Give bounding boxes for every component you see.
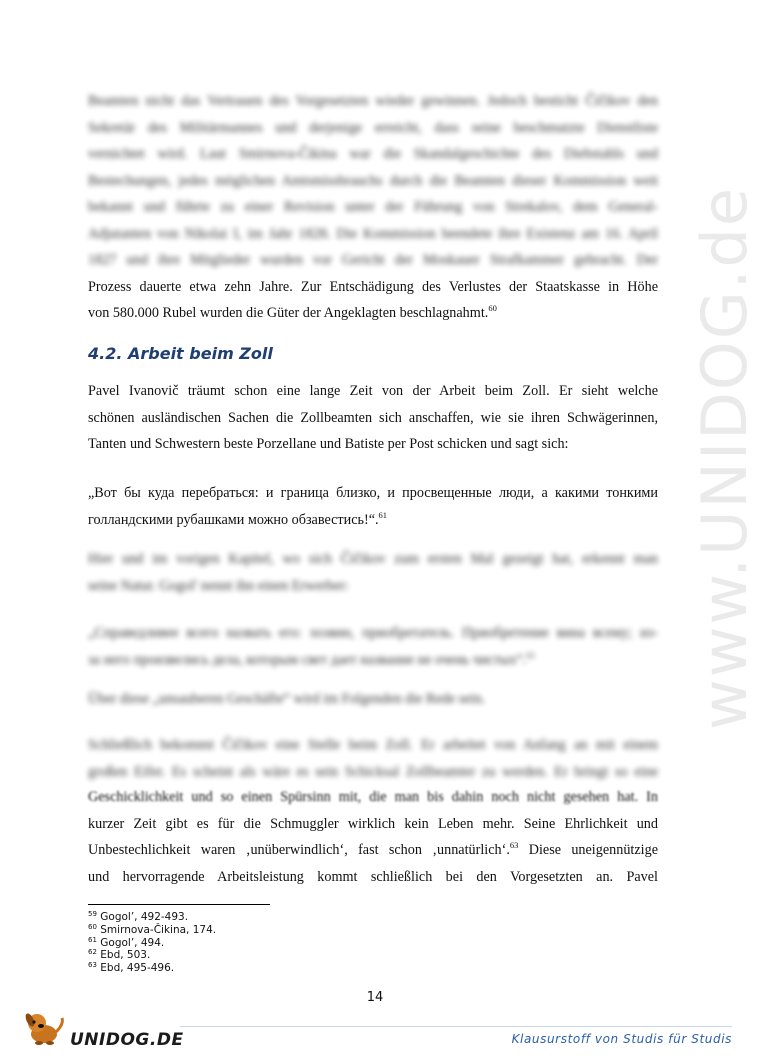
footnote-number: 63 (88, 961, 97, 970)
blurred-quote (88, 620, 658, 673)
blurred-text-line: за него произвелись дела, которым свет дает название не очень чистых“.$^{62}$ (88, 649, 535, 668)
footnote-text: Gogol’, 494. (100, 936, 165, 949)
text-line: Prozess dauerte etwa zehn Jahre. Zur Entschädigung des Verlustes der Staatskasse in Höhe (88, 278, 658, 295)
footnote-ref[interactable]: 63 (509, 840, 519, 850)
footnote-item (88, 962, 216, 975)
footnote-ref[interactable]: 60 (488, 303, 497, 313)
paragraph-zoll (88, 378, 658, 458)
blurred-paragraph (88, 686, 658, 713)
text-line: und hervorragende Arbeitsleistung kommt schließlich bei den Vorgesetzten an. Pavel (88, 868, 658, 885)
blurred-text-line: Bestechungen, jedes möglichen Amtsmissbrauchs durch die Beamten dieser Kommission weit (88, 172, 658, 189)
text-line: Tanten und Schwestern beste Porzellane und Batiste per Post schicken und sagt sich: (88, 436, 569, 452)
blurred-text-line: Hier und im vorigen Kapitel, wo sich Čičikov zum ersten Mal gezeigt hat, erkennt man (88, 551, 658, 567)
blurred-text-line: Adjutanten von Nikolai I, im Jahr 1828. Die Kommission beendete ihre Existenz am 16. April (88, 225, 658, 242)
footnote-number: 62 (88, 948, 97, 957)
footnote-number: 60 (88, 922, 97, 931)
text-line: schönen ausländischen Sachen die Zollbeamten sich anschaffen, wie sie ihren Schwägerinnen, (88, 409, 658, 426)
blurred-text-line: seine Natur. Gogol' nennt ihn einen Erwerber: (88, 577, 349, 594)
logo-text: UNIDOG.DE (70, 1030, 184, 1050)
footnote-item (88, 911, 216, 924)
footer-divider (180, 1026, 732, 1027)
footnote-item (88, 937, 216, 950)
page-number: 14 (366, 990, 384, 1005)
watermark: www.UNIDOG.de (688, 186, 761, 730)
blurred-text-line: vernichtet wird. Laut Smirnova-Čikina war die Skandalgeschichte des Diebstahls und (88, 146, 658, 162)
blurred-paragraph (88, 546, 658, 599)
blurred-text-line: Beamten nicht das Vertrauen des Vorgesetzten wieder gewinnen. Jedoch besticht Čičikov den (88, 93, 658, 109)
quote-russian (88, 480, 658, 533)
footnote-text: Smirnova-Čikina, 174. (100, 923, 217, 936)
footnote-divider (88, 904, 270, 905)
text-line: голландскими рубашками можно обзавестись!“.$^{61}$ (88, 509, 388, 528)
blurred-text-line: bekannt und führte zu einer Revision unter der Führung von Strekalov, dem General- (88, 199, 658, 215)
footnote-ref[interactable]: 61 (378, 509, 388, 520)
partially-blurred-line: Geschicklichkeit und so einen Spürsinn mit, die man bis dahin noch nicht gesehen hat. In (88, 789, 658, 805)
blurred-text-line: Schließlich bekommt Čičikov eine Stelle beim Zoll. Er arbeitet von Anfang an mit einem (88, 737, 658, 753)
blurred-text-line: großen Eifer. Es scheint als wäre es sein Schicksal Zollbeamter zu werden. Er bringt so eine (88, 763, 658, 780)
blurred-text-line: 1827 und ihre Mitglieder wurden vor Gericht der Moskauer Strafkammer gebracht. Der (88, 252, 658, 268)
text-line: Unbestechlichkeit waren ‚unüberwindlich‘, fast schon ‚unnatürlich‘.$^{63}$ Diese uneigennützige (88, 840, 658, 858)
text-line: „Вот бы куда перебраться: и граница близко, и просвещенные люди, а какими тонкими (88, 485, 658, 501)
text-line: Pavel Ivanovič träumt schon eine lange Zeit von der Arbeit beim Zoll. Er sieht welche (88, 383, 658, 399)
blurred-text-line: Über diese „unsauberen Geschäfte“ wird im Folgenden die Rede sein. (88, 691, 486, 707)
footnote-ref: 62 (526, 649, 535, 660)
footer-slogan: Klausurstoff von Studis für Studis (511, 1032, 732, 1046)
blurred-paragraph (88, 732, 658, 785)
dog-icon (18, 1010, 70, 1046)
footnote-item (88, 924, 216, 937)
paragraph-bottom (88, 784, 658, 890)
footnote-text: Ebd, 495-496. (100, 962, 175, 975)
text-line: von 580.000 Rubel wurden die Güter der Angeklagten beschlagnahmt.$^{60}$ (88, 303, 497, 321)
paragraph-top (88, 88, 658, 327)
section-heading: 4.2. Arbeit beim Zoll (88, 344, 273, 363)
blurred-text-line: „Справедливее всего назвать его: хозяин, приобретатель. Приобретение вина всему; из- (88, 625, 658, 641)
footnote-number: 61 (88, 935, 97, 944)
footnote-item (88, 949, 216, 962)
footnote-number: 59 (88, 910, 97, 918)
footnote-text: Gogol’, 492-493. (100, 911, 189, 923)
footnote-text: Ebd, 503. (100, 949, 151, 962)
blurred-text-line: Sekretär des Militärmannes und derjenige erreicht, dass seine beschmutzte Dienstliste (88, 119, 658, 136)
footnotes (88, 911, 216, 975)
unidog-logo[interactable] (18, 1010, 184, 1050)
text-line: kurzer Zeit gibt es für die Schmuggler wirklich kein Leben mehr. Seine Ehrlichkeit und (88, 815, 658, 832)
